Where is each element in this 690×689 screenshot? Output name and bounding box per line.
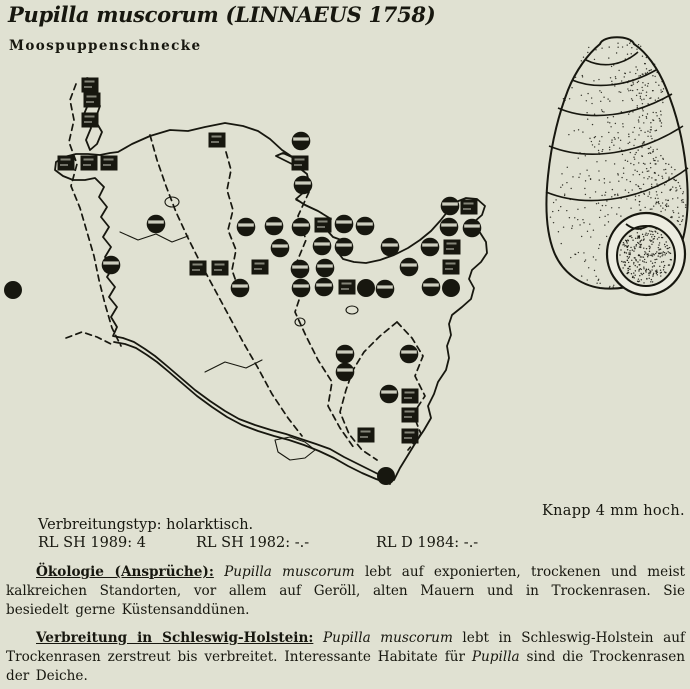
- record-marker-circle: [421, 238, 440, 257]
- record-marker-circle: [335, 238, 354, 257]
- record-marker-circle: [271, 239, 290, 258]
- distribution-type-label: Verbreitungstyp:: [38, 517, 162, 533]
- record-marker-square: [101, 156, 118, 171]
- species-italic: Pupilla muscorum: [213, 564, 355, 580]
- record-marker-square: [212, 261, 229, 276]
- record-marker-circle: [463, 219, 482, 238]
- record-marker-square: [292, 156, 309, 171]
- record-marker-square: [209, 133, 226, 148]
- record-marker-square: [58, 156, 75, 171]
- record-marker-square: [252, 260, 269, 275]
- common-name: Moospuppenschnecke: [9, 38, 202, 54]
- record-marker-circle: [316, 259, 335, 278]
- red-list-entry: RL SH 1989: 4: [38, 535, 146, 551]
- red-list-line: [0, 535, 690, 553]
- record-marker-filled: [442, 279, 460, 297]
- record-marker-circle: [440, 218, 459, 237]
- red-list-entry: RL SH 1982: -.-: [196, 535, 310, 551]
- record-marker-circle: [335, 215, 354, 234]
- record-marker-circle: [315, 278, 334, 297]
- record-marker-filled: [357, 279, 375, 297]
- shell-drawing: [546, 37, 688, 295]
- record-marker-circle: [237, 218, 256, 237]
- page-title: [8, 2, 435, 27]
- record-marker-square: [461, 200, 478, 215]
- species-name: Pupilla muscorum: [8, 2, 219, 27]
- record-marker-circle: [102, 256, 121, 275]
- ecology-paragraph: Ökologie (Ansprüche): Pupilla muscorum lebt auf exponierten, trockenen und meist kalkreichen Standorten, vor allem auf Geröll, alten Mauern und in Trockenrasen. Sie besiedelt gerne Küstensanddünen.: [6, 564, 686, 618]
- record-marker-circle: [147, 215, 166, 234]
- species-italic: Pupilla muscorum: [313, 630, 453, 646]
- record-marker-square: [82, 78, 99, 93]
- record-marker-circle: [231, 279, 250, 298]
- elbe-island: [275, 437, 315, 460]
- record-marker-square: [443, 260, 460, 275]
- map-markers: [4, 78, 481, 486]
- record-marker-circle: [294, 176, 313, 195]
- record-marker-square: [402, 389, 419, 404]
- record-marker-square: [402, 429, 419, 444]
- shell-illustration: [540, 28, 690, 300]
- record-marker-square: [315, 218, 332, 233]
- record-marker-square: [190, 261, 207, 276]
- record-marker-circle: [292, 279, 311, 298]
- record-marker-filled: [4, 281, 22, 299]
- record-marker-circle: [376, 280, 395, 299]
- record-marker-circle: [400, 258, 419, 277]
- map-coastline: [55, 78, 487, 484]
- distribution-paragraph: Verbreitung in Schleswig-Holstein: Pupilla muscorum lebt in Schleswig-Holstein auf Trockenrasen zerstreut bis verbreitet. Interessante Habitate für Pupilla sind die Trockenrasen der Deiche.: [6, 630, 686, 684]
- map-boundaries: [66, 84, 425, 460]
- species-italic: Pupilla: [471, 649, 520, 665]
- record-marker-circle: [380, 385, 399, 404]
- distribution-heading: Verbreitung in Schleswig-Holstein:: [36, 630, 314, 646]
- record-marker-circle: [265, 217, 284, 236]
- record-marker-filled: [377, 467, 395, 485]
- record-marker-circle: [441, 197, 460, 216]
- record-marker-square: [402, 408, 419, 423]
- elbe-river: [114, 342, 390, 484]
- red-list-entry: RL D 1984: -.-: [376, 535, 479, 551]
- record-marker-circle: [336, 363, 355, 382]
- record-marker-circle: [356, 217, 375, 236]
- record-marker-circle: [381, 238, 400, 257]
- record-marker-circle: [313, 237, 332, 256]
- distribution-type-line: [38, 517, 253, 533]
- record-marker-circle: [422, 278, 441, 297]
- record-marker-circle: [336, 345, 355, 364]
- ecology-heading: Ökologie (Ansprüche):: [36, 564, 214, 580]
- distribution-type-value: holarktisch.: [166, 517, 254, 533]
- record-marker-square: [84, 93, 101, 108]
- record-marker-square: [358, 428, 375, 443]
- record-marker-circle: [400, 345, 419, 364]
- record-marker-square: [81, 156, 98, 171]
- record-marker-circle: [292, 218, 311, 237]
- record-marker-square: [82, 113, 99, 128]
- record-marker-circle: [291, 260, 310, 279]
- distribution-map: [0, 68, 540, 510]
- species-authority: (LINNAEUS 1758): [225, 2, 436, 27]
- record-marker-circle: [292, 132, 311, 151]
- shell-size-caption: Knapp 4 mm hoch.: [542, 503, 685, 519]
- record-marker-square: [339, 280, 356, 295]
- record-marker-square: [444, 240, 461, 255]
